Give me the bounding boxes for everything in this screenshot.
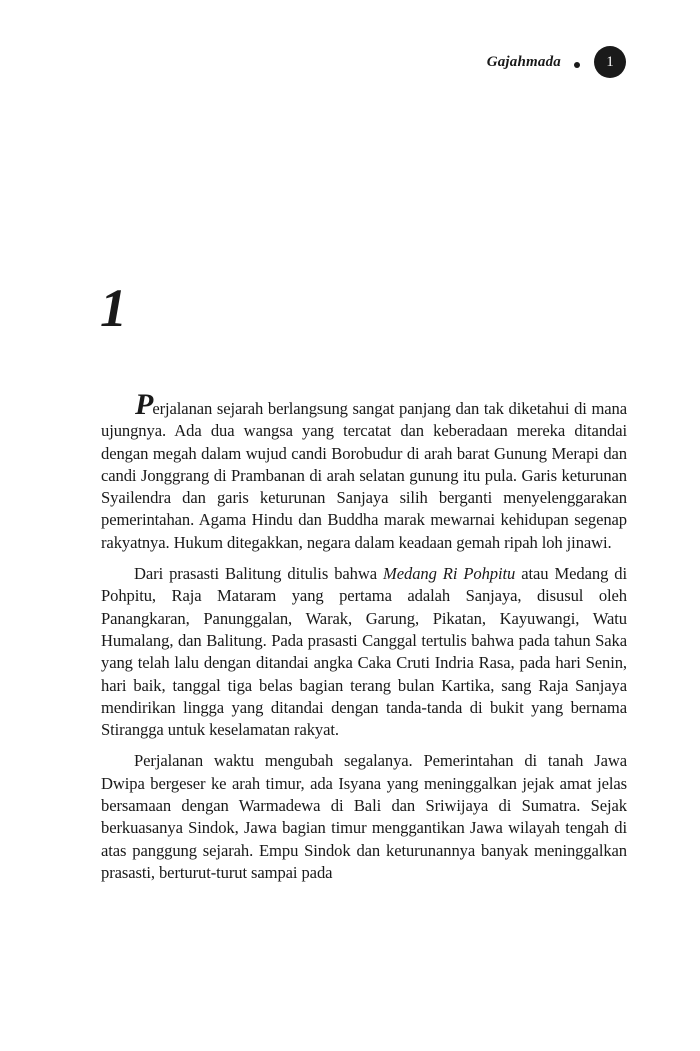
paragraph-2 xyxy=(101,563,627,741)
paragraph-3 xyxy=(101,750,627,884)
book-title: Gajahmada xyxy=(486,53,561,70)
paragraph-2-text-start: Dari prasasti Balitung ditulis bahwa xyxy=(134,564,384,584)
body-text xyxy=(101,388,627,893)
bullet-dot-icon xyxy=(574,62,580,68)
paragraph-1 xyxy=(101,388,627,554)
paragraph-1-text: erjalanan sejarah berlangsung sangat panjang dan tak diketahui di mana ujungnya. Ada dua wangsa yang tercatat dan keberadaan mereka ditandai dengan megah dalam wujud candi Borobudur di arah barat Gunung Merapi dan candi Jonggrang di Prambanan di arah selatan gunung itu pula. Garis keturunan Syailendra dan garis keturunan Sanjaya silih berganti menyelenggarakan pemerintahan. Agama Hindu dan Buddha marak mewarnai kehidupan segenap rakyatnya. Hukum ditegakkan, negara dalam keadaan gemah ripah loh jinawi. xyxy=(101,399,627,552)
chapter-number: 1 xyxy=(100,278,127,338)
paragraph-2-text-end: atau Medang di Pohpitu, Raja Mataram yang pertama adalah Sanjaya, disusul oleh Panangkaran, Panunggalan, Warak, Garung, Pikatan, Kayuwangi, Watu Humalang, dan Balitung. Pada prasasti Canggal tertulis bahwa pada tahun Saka yang telah lalu dengan ditandai angka Caka Cruti Indria Rasa, pada hari Senin, hari baik, tanggal tiga belas bagian terang bulan Kartika, sang Raja Sanjaya mendirikan lingga yang ditandai dengan tanda-tanda di bukit yang bernama Stirangga untuk keselamatan rakyat. xyxy=(101,564,627,740)
paragraph-2-italic-term: Medang Ri Pohpitu xyxy=(383,564,516,584)
running-header xyxy=(487,46,626,78)
paragraph-3-text: Perjalanan waktu mengubah segalanya. Pemerintahan di tanah Jawa Dwipa bergeser ke arah timur, ada Isyana yang meninggalkan jejak amat jelas bersamaan dengan Warmadewa di Bali dan Sriwijaya di Sumatra. Sejak berkuasanya Sindok, Jawa bagian timur menggantikan Jawa wilayah tengah di atas panggung sejarah. Empu Sindok dan keturunannya banyak meninggalkan prasasti, berturut-turut sampai pada xyxy=(101,751,627,882)
page-number-badge: 1 xyxy=(594,46,626,78)
drop-cap: P xyxy=(135,388,153,421)
